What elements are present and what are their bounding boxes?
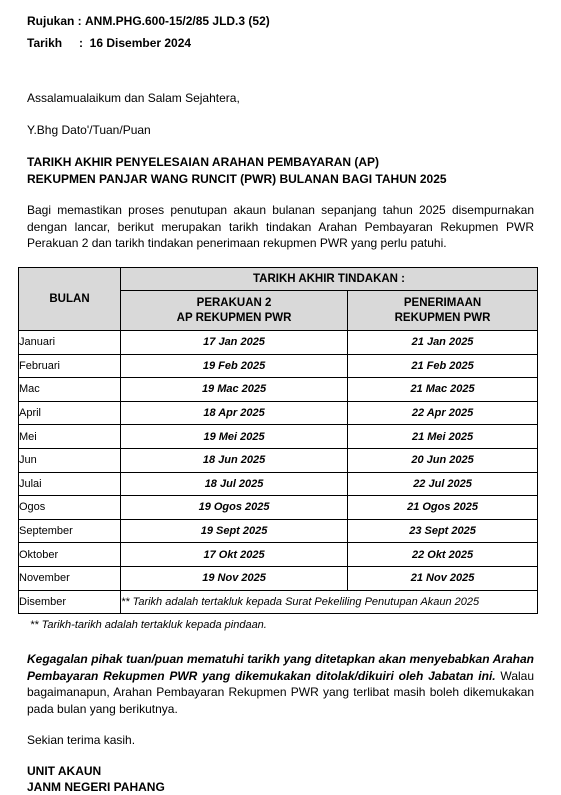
signature-org: JANM NEGERI PAHANG xyxy=(27,780,165,794)
perakuan-date-cell: 18 Jul 2025 xyxy=(121,472,348,496)
perakuan-date-cell: 19 Nov 2025 xyxy=(121,566,348,590)
table-row xyxy=(19,590,538,614)
table-row xyxy=(19,354,538,378)
date-line: Tarikh : 16 Disember 2024 xyxy=(27,36,192,50)
month-cell: Januari xyxy=(19,331,121,355)
closing: Sekian terima kasih. xyxy=(27,733,136,747)
table-row xyxy=(19,401,538,425)
reference-label: Rujukan : xyxy=(27,14,82,28)
reference-value: ANM.PHG.600-15/2/85 JLD.3 (52) xyxy=(85,14,270,28)
table-row xyxy=(19,519,538,543)
table-body xyxy=(19,331,538,591)
intro-paragraph: Bagi memastikan proses penutupan akaun bulanan sepanjang tahun 2025 disempurnakan dengan lancar, berikut merupakan tarikh tindakan Arahan Pembayaran Rekupmen PWR Perakuan 2 dan tarikh tindakan penerimaan rekupmen PWR yang perlu patuhi. xyxy=(27,203,534,250)
salutation: Y.Bhg Dato'/Tuan/Puan xyxy=(27,123,151,137)
month-cell: November xyxy=(19,566,121,590)
perakuan-date-cell: 19 Ogos 2025 xyxy=(121,496,348,520)
perakuan-date-cell: 19 Mac 2025 xyxy=(121,378,348,402)
perakuan-date-cell: 18 Apr 2025 xyxy=(121,401,348,425)
penerimaan-date-cell: 22 Jul 2025 xyxy=(348,472,538,496)
penerimaan-date-cell: 22 Apr 2025 xyxy=(348,401,538,425)
header-perakuan xyxy=(121,291,348,331)
greeting: Assalamualaikum dan Salam Sejahtera, xyxy=(27,91,240,105)
note-cell: ** Tarikh adalah tertakluk kepada Surat Pekeliling Penutupan Akaun 2025 xyxy=(121,590,538,614)
table-row xyxy=(19,496,538,520)
month-cell: Jun xyxy=(19,448,121,472)
perakuan-date-cell: 17 Okt 2025 xyxy=(121,543,348,567)
subject-line-2: REKUPMEN PANJAR WANG RUNCIT (PWR) BULANAN BAGI TAHUN 2025 xyxy=(27,172,447,186)
table-row xyxy=(19,331,538,355)
month-cell: Disember xyxy=(19,590,121,614)
warning-rest: Walau bagaimanapun, Arahan Pembayaran Rekupmen PWR yang terlibat masih boleh dikemukakan pada bulan yang berikutnya. xyxy=(27,668,535,716)
signature-unit: UNIT AKAUN xyxy=(27,764,102,778)
perakuan-date-cell: 19 Sept 2025 xyxy=(121,519,348,543)
penerimaan-date-cell: 23 Sept 2025 xyxy=(348,519,538,543)
table-row xyxy=(19,543,538,567)
penerimaan-date-cell: 21 Nov 2025 xyxy=(348,566,538,590)
penerimaan-date-cell: 21 Jan 2025 xyxy=(348,331,538,355)
penerimaan-date-cell: 21 Mei 2025 xyxy=(348,425,538,449)
table-row xyxy=(19,472,538,496)
date-value: 16 Disember 2024 xyxy=(89,36,192,50)
date-label: Tarikh xyxy=(27,36,63,50)
month-cell: September xyxy=(19,519,121,543)
table-row xyxy=(19,378,538,402)
reference-line xyxy=(27,14,270,28)
penerimaan-date-cell: 20 Jun 2025 xyxy=(348,448,538,472)
month-cell: Februari xyxy=(19,354,121,378)
header-group: TARIKH AKHIR TINDAKAN : xyxy=(121,268,538,291)
penerimaan-date-cell: 21 Feb 2025 xyxy=(348,354,538,378)
subject xyxy=(27,154,447,188)
header-penerimaan-line2: REKUPMEN PWR xyxy=(394,311,491,324)
table-row xyxy=(19,425,538,449)
month-cell: Mei xyxy=(19,425,121,449)
schedule-table xyxy=(18,267,538,614)
warning-paragraph xyxy=(27,651,534,717)
perakuan-date-cell: 19 Mei 2025 xyxy=(121,425,348,449)
month-cell: Ogos xyxy=(19,496,121,520)
perakuan-date-cell: 17 Jan 2025 xyxy=(121,331,348,355)
penerimaan-date-cell: 21 Ogos 2025 xyxy=(348,496,538,520)
month-cell: Mac xyxy=(19,378,121,402)
table-row xyxy=(19,566,538,590)
warning-emphasis: Kegagalan pihak tuan/puan mematuhi tarikh yang ditetapkan akan menyebabkan Arahan Pembayaran Rekupmen PWR yang dikemukakan ditolak/dikuiri oleh Jabatan ini. xyxy=(27,652,534,683)
header-month: BULAN xyxy=(19,268,121,331)
header-perakuan-line2: AP REKUPMEN PWR xyxy=(176,311,292,324)
table-footnote: ** Tarikh-tarikh adalah tertakluk kepada pindaan. xyxy=(30,619,267,631)
perakuan-date-cell: 19 Feb 2025 xyxy=(121,354,348,378)
month-cell: Julai xyxy=(19,472,121,496)
perakuan-date-cell: 18 Jun 2025 xyxy=(121,448,348,472)
penerimaan-date-cell: 21 Mac 2025 xyxy=(348,378,538,402)
month-cell: Oktober xyxy=(19,543,121,567)
subject-line-1: TARIKH AKHIR PENYELESAIAN ARAHAN PEMBAYARAN (AP) xyxy=(27,155,380,169)
month-cell: April xyxy=(19,401,121,425)
header-penerimaan-line1: PENERIMAAN xyxy=(403,296,482,309)
table-row xyxy=(19,448,538,472)
header-perakuan-line1: PERAKUAN 2 xyxy=(196,296,272,309)
table-header-row xyxy=(19,268,538,291)
header-penerimaan xyxy=(348,291,538,331)
penerimaan-date-cell: 22 Okt 2025 xyxy=(348,543,538,567)
